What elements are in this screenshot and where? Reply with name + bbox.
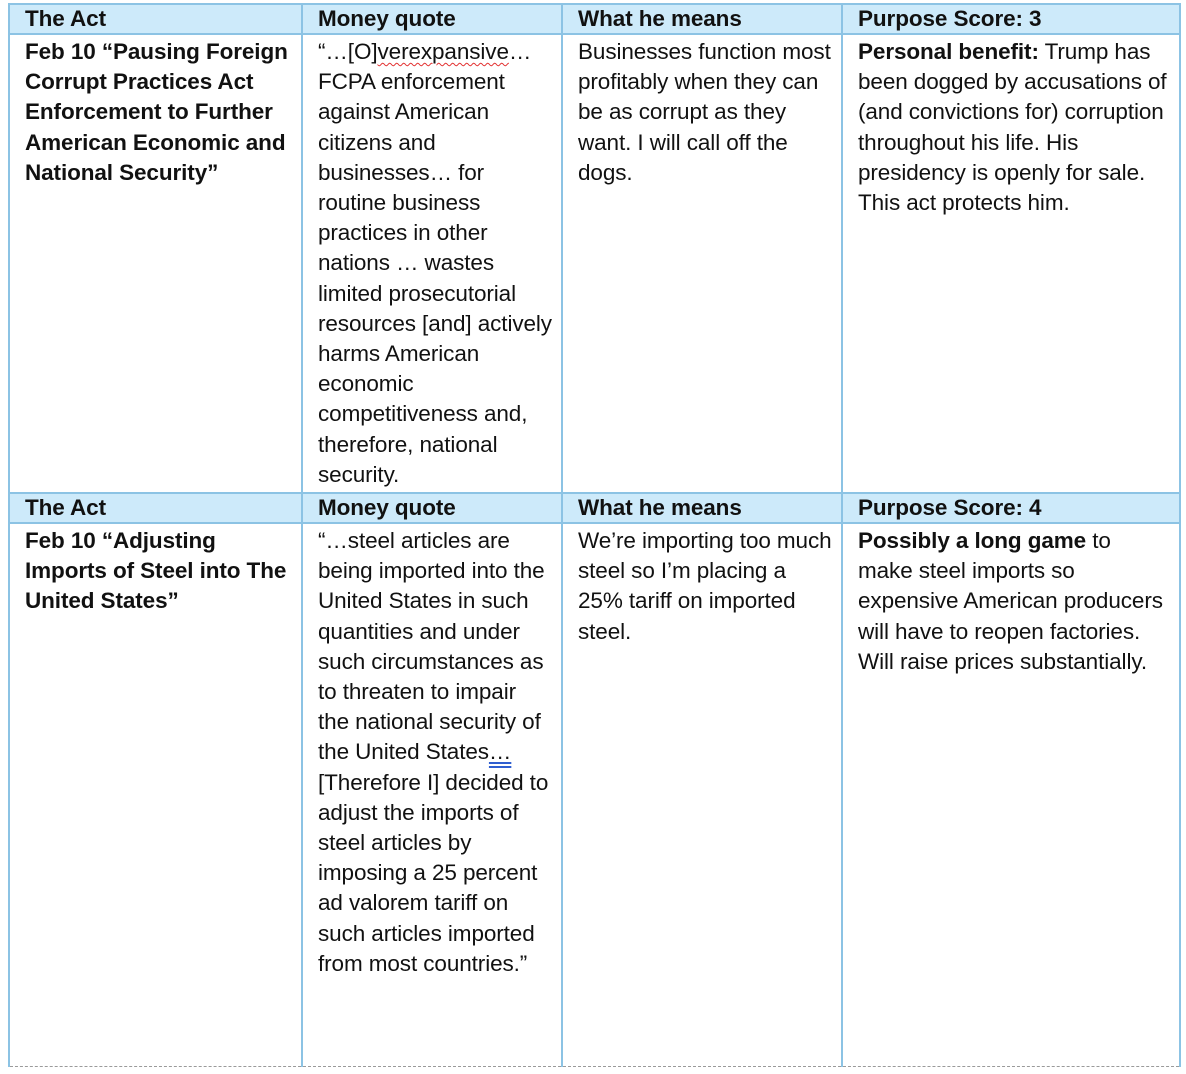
table-row xyxy=(9,523,1180,1067)
purpose-score-text xyxy=(842,34,1180,493)
header-quote: Money quote xyxy=(302,4,562,34)
quote-text-end: [Therefore I] decided to adjust the imports of steel articles by imposing a 25 percent ad valorem tariff on such articles imported from most countries.” xyxy=(318,769,549,976)
act-title: Feb 10 “Pausing Foreign Corrupt Practices Act Enforcement to Further American Economic and National Security” xyxy=(9,34,302,493)
act-title: Feb 10 “Adjusting Imports of Steel into The United States” xyxy=(9,523,302,1067)
what-he-means: We’re importing too much steel so I’m placing a 25% tariff on imported steel. xyxy=(562,523,842,1067)
spelling-flagged-word[interactable]: verexpansive xyxy=(377,39,509,64)
score-lead: Possibly a long game xyxy=(858,528,1087,553)
table-header-row xyxy=(9,493,1180,523)
score-body: to make steel imports so expensive American producers will have to reopen factories. Will raise prices substantially. xyxy=(858,528,1163,674)
header-quote: Money quote xyxy=(302,493,562,523)
money-quote xyxy=(302,523,562,1067)
acts-table xyxy=(8,3,1181,1067)
header-score: Purpose Score: 4 xyxy=(842,493,1180,523)
header-means: What he means xyxy=(562,4,842,34)
header-act: The Act xyxy=(9,4,302,34)
score-body: Trump has been dogged by accusations of (and convictions for) corruption throughout his life. His presidency is openly for sale. This act protects him. xyxy=(858,39,1167,216)
header-means: What he means xyxy=(562,493,842,523)
table-row xyxy=(9,34,1180,493)
score-lead: Personal benefit: xyxy=(858,39,1039,64)
quote-text-end: FCPA enforcement against American citizens and businesses… for routine business practices in other nations … wastes limited prosecutorial resources [and] actively harms American economic competitiveness and, therefore, national security. xyxy=(318,69,552,487)
quote-text-middle: … xyxy=(508,39,532,64)
money-quote xyxy=(302,34,562,493)
table-header-row xyxy=(9,4,1180,34)
quote-text-start: “…[O] xyxy=(318,39,378,64)
what-he-means: Businesses function most profitably when they can be as corrupt as they want. I will call off the dogs. xyxy=(562,34,842,493)
grammar-flagged-text[interactable]: … xyxy=(488,739,512,765)
quote-text-start: “…steel articles are being imported into the United States in such quantities and under such circumstances as to threaten to impair the national security of the United States xyxy=(318,528,545,765)
header-score: Purpose Score: 3 xyxy=(842,4,1180,34)
header-act: The Act xyxy=(9,493,302,523)
purpose-score-text xyxy=(842,523,1180,1067)
